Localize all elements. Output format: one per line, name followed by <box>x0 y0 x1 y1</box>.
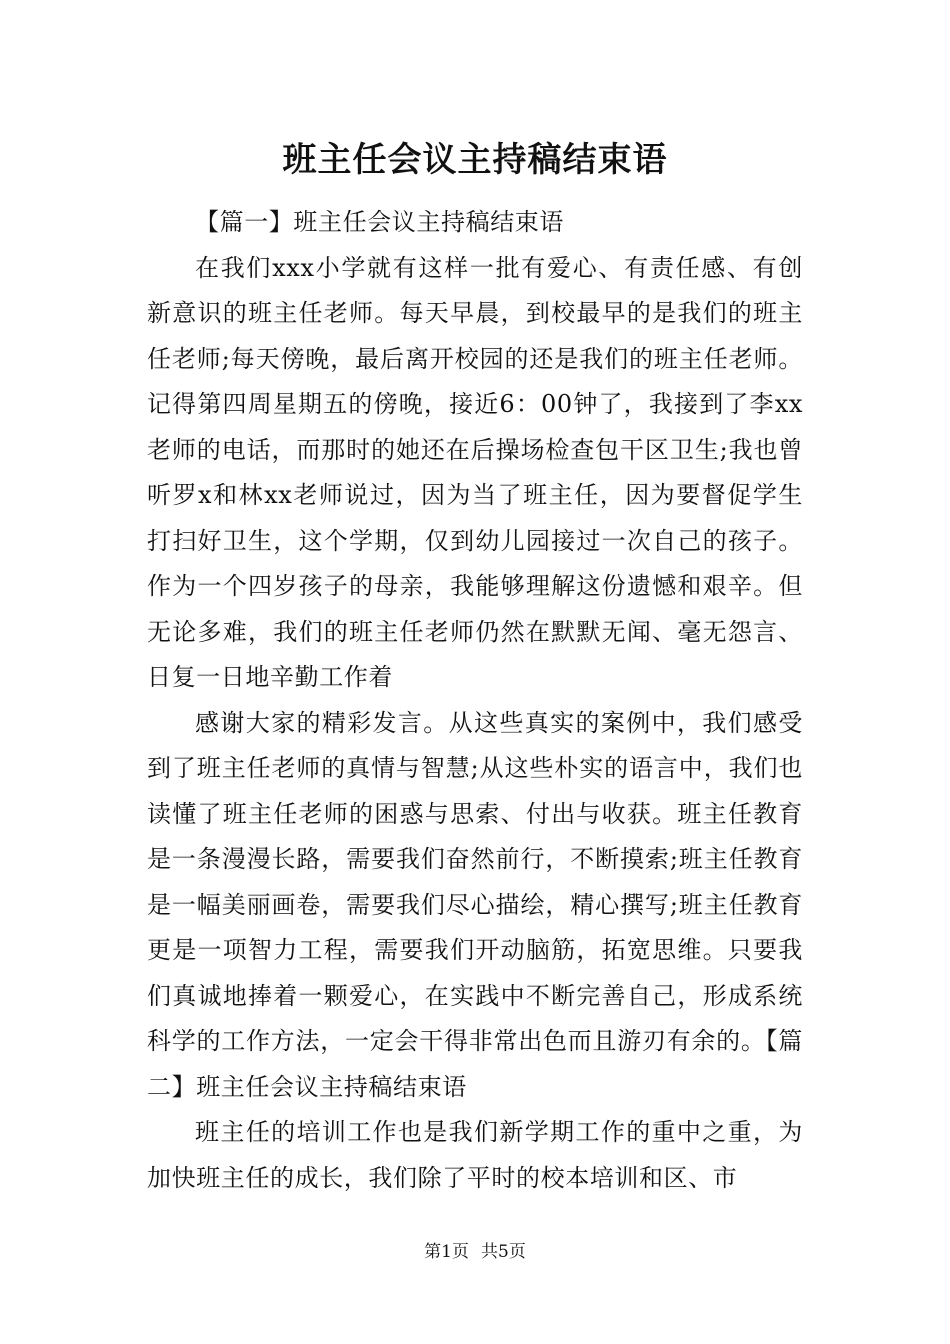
page-footer <box>0 1240 950 1264</box>
paragraph-3: 班主任的培训工作也是我们新学期工作的重中之重，为加快班主任的成长，我们除了平时的校本培训和区、市 <box>147 1118 803 1192</box>
paragraph-1: 在我们xxx小学就有这样一批有爱心、有责任感、有创新意识的班主任老师。每天早晨，到校最早的是我们的班主任老师;每天傍晚，最后离开校园的还是我们的班主任老师。记得第四周星期五的傍晚，接近6：00钟了，我接到了李xx老师的电话，而那时的她还在后操场检查包干区卫生;我也曾听罗x和林xx老师说过，因为当了班主任，因为要督促学生打扫好卫生，这个学期，仅到幼儿园接过一次自己的孩子。作为一个四岁孩子的母亲，我能够理解这份遗憾和艰辛。但无论多难，我们的班主任老师仍然在默默无闻、毫无怨言、日复一日地辛勤工作着 <box>147 253 803 691</box>
section-heading-1: 【篇一】班主任会议主持稿结束语 <box>195 208 564 236</box>
paragraph-2: 感谢大家的精彩发言。从这些真实的案例中，我们感受到了班主任老师的真情与智慧;从这些朴实的语言中，我们也读懂了班主任老师的困惑与思索、付出与收获。班主任教育是一条漫漫长路，需要我们奋然前行，不断摸索;班主任教育是一幅美丽画卷，需要我们尽心描绘，精心撰写;班主任教育更是一项智力工程，需要我们开动脑筋，拓宽思维。只要我们真诚地捧着一颗爱心，在实践中不断完善自己，形成系统科学的工作方法，一定会干得非常出色而且游刃有余的。【篇二】班主任会议主持稿结束语 <box>147 708 803 1101</box>
page-number: 第1页 <box>424 1242 469 1262</box>
page-total: 共5页 <box>481 1242 526 1262</box>
document-body <box>147 200 803 1201</box>
document-title: 班主任会议主持稿结束语 <box>282 140 668 180</box>
